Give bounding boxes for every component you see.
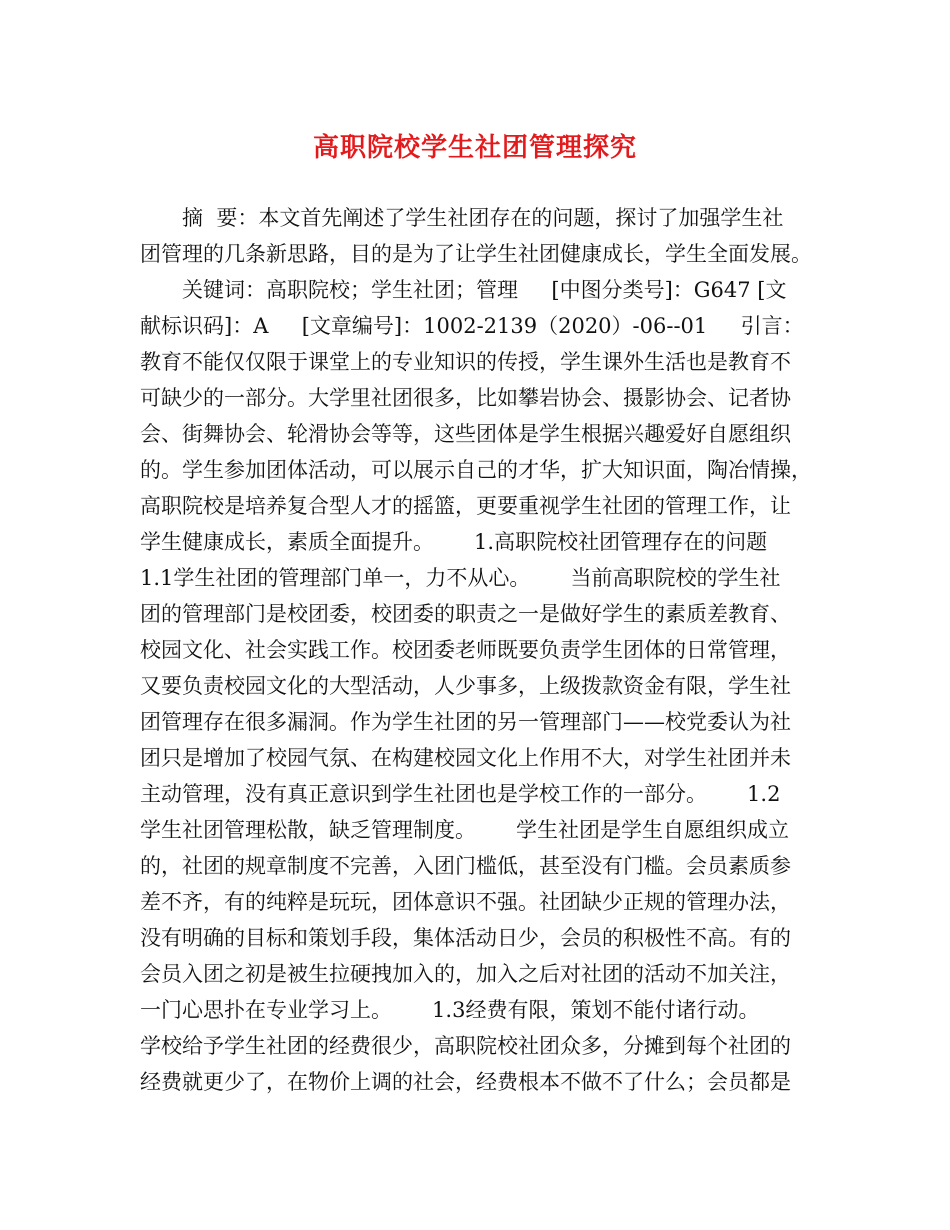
text-line: 经费就更少了，在物价上调的社会，经费根本不做不了什么；会员都是: [140, 1070, 791, 1094]
text-line: 又要负责校园文化的大型活动，人少事多，上级拨款资金有限，学生社: [140, 674, 791, 698]
text-line: 主动管理，没有真正意识到学生社团也是学校工作的一部分。 1.2: [140, 782, 781, 806]
text-line: 1.1学生社团的管理部门单一，力不从心。 当前高职院校的学生社: [140, 566, 781, 590]
text-line: 的，社团的规章制度不完善，入团门槛低，甚至没有门槛。会员素质参: [140, 854, 791, 878]
text-line: 团的管理部门是校团委，校团委的职责之一是做好学生的素质差教育、: [140, 602, 791, 626]
text-line: 献标识码]：A [文章编号]：1002-2139（2020）-06--01 引言：: [140, 314, 804, 338]
text-line: 校园文化、社会实践工作。校团委老师既要负责学生团体的日常管理，: [140, 638, 791, 662]
text-line: 学校给予学生社团的经费很少，高职院校社团众多，分摊到每个社团的: [140, 1034, 791, 1058]
text-line: 团只是增加了校园气氛、在构建校园文化上作用不大，对学生社团并未: [140, 746, 791, 770]
text-line: 团管理存在很多漏洞。作为学生社团的另一管理部门——校党委认为社: [140, 710, 791, 734]
text-line: 学生社团管理松散，缺乏管理制度。 学生社团是学生自愿组织成立: [140, 818, 790, 842]
text-line: 教育不能仅仅限于课堂上的专业知识的传授，学生课外生活也是教育不: [140, 350, 791, 374]
text-line: 没有明确的目标和策划手段，集体活动日少，会员的积极性不高。有的: [140, 926, 791, 950]
text-line: 差不齐，有的纯粹是玩玩，团体意识不强。社团缺少正规的管理办法，: [140, 890, 791, 914]
text-line: 会员入团之初是被生拉硬拽加入的，加入之后对社团的活动不加关注，: [140, 962, 791, 986]
text-line: 关键词：高职院校；学生社团；管理 [中图分类号]：G647 [文: [140, 278, 787, 302]
text-line: 高职院校是培养复合型人才的摇篮，更要重视学生社团的管理工作，让: [140, 494, 791, 518]
text-line: 团管理的几条新思路，目的是为了让学生社团健康成长，学生全面发展。: [140, 242, 812, 266]
text-line: 可缺少的一部分。大学里社团很多，比如攀岩协会、摄影协会、记者协: [140, 386, 791, 410]
text-line: 会、街舞协会、轮滑协会等等，这些团体是学生根据兴趣爱好自愿组织: [140, 422, 791, 446]
text-line: 一门心思扑在专业学习上。 1.3经费有限，策划不能付诸行动。: [140, 998, 760, 1022]
text-line: 摘 要：本文首先阐述了学生社团存在的问题，探讨了加强学生社: [140, 206, 784, 230]
text-line: 的。学生参加团体活动，可以展示自己的才华，扩大知识面，陶冶情操，: [140, 458, 812, 482]
text-line: 学生健康成长，素质全面提升。 1.高职院校社团管理存在的问题: [140, 530, 768, 554]
document-title: 高职院校学生社团管理探究: [312, 133, 637, 163]
